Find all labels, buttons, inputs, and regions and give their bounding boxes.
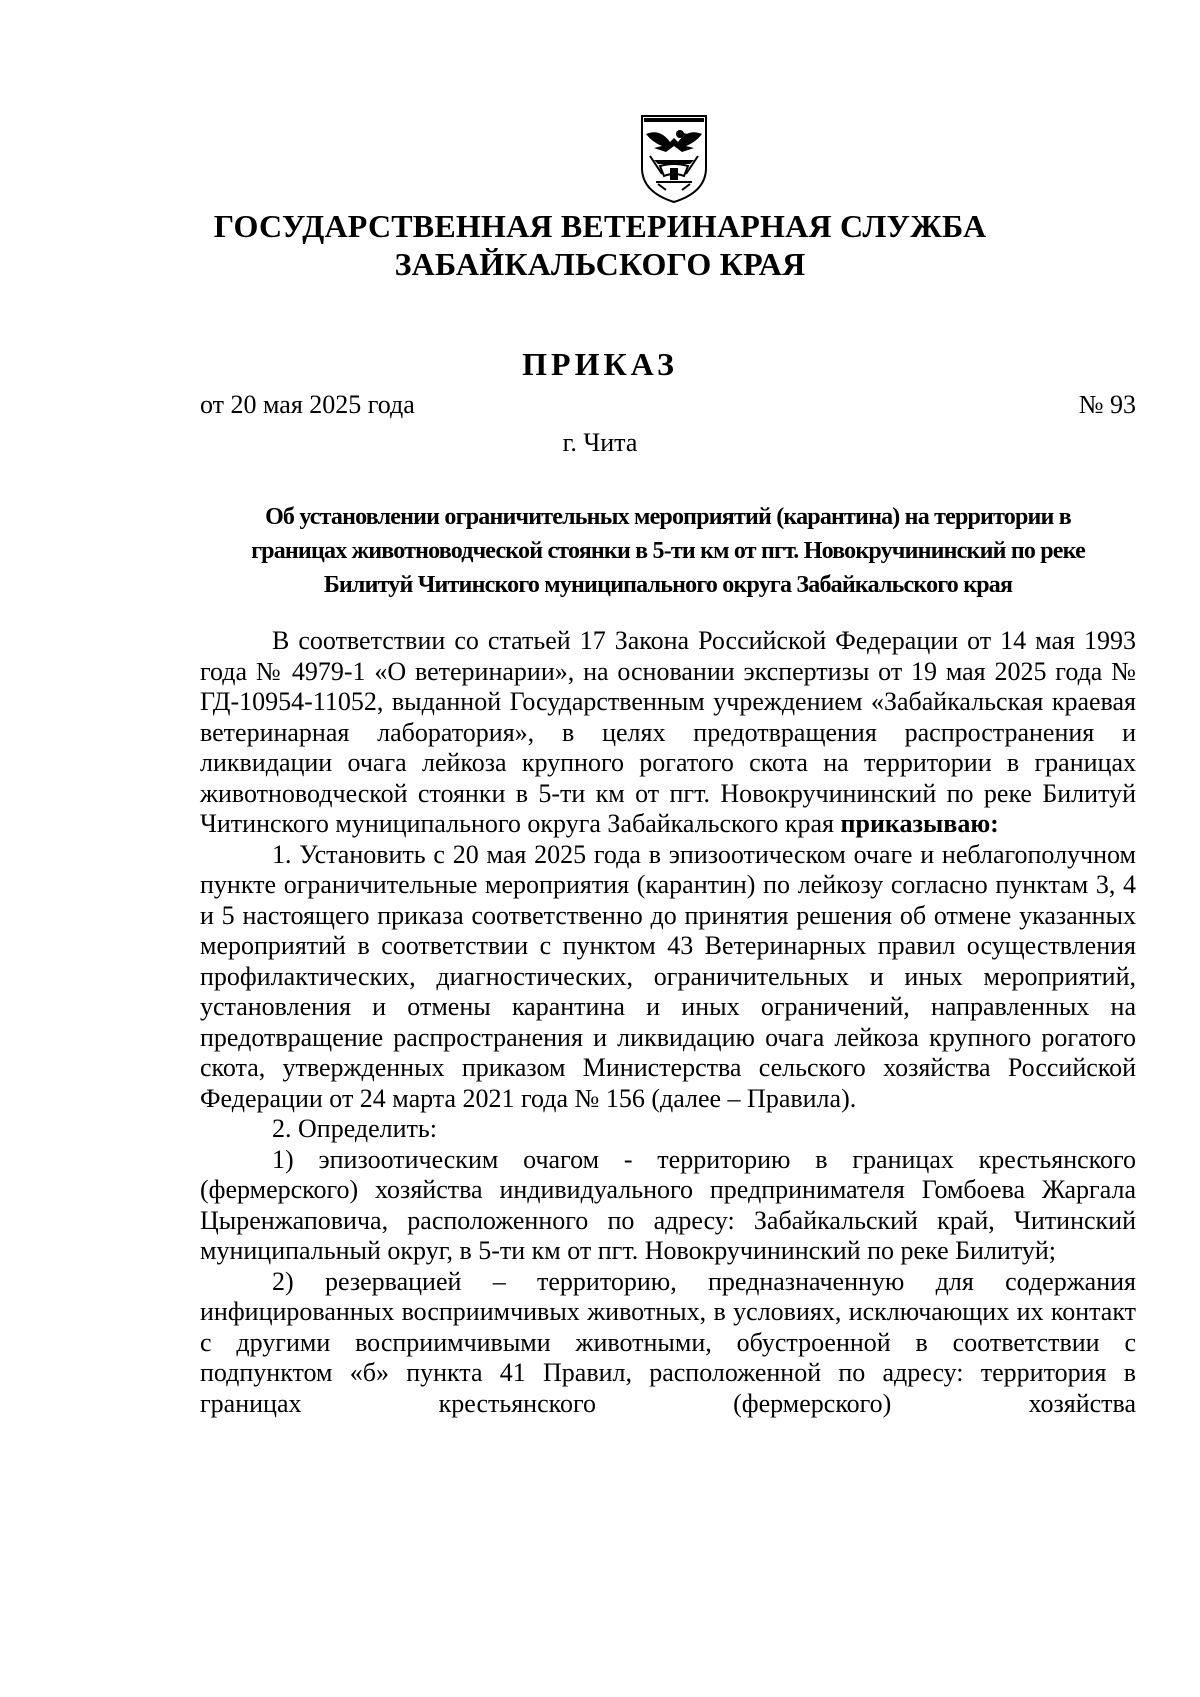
preamble-paragraph — [200, 626, 1136, 840]
coat-of-arms-icon — [636, 112, 712, 204]
item-2-2-paragraph: 2) резервацией – территорию, предназначенную для содержания инфицированных восприимчивых животных, в условиях, исключающих их контакт с другими восприимчивыми животными, обустроенной в соответствии с подпунктом «б» пункта 41 Правил, расположенной по адресу: территория в границах крестьянского (фермерского) хозяйства — [200, 1266, 1136, 1418]
preamble-text: В соответствии со статьей 17 Закона Российской Федерации от 14 мая 1993 года № 4979-1 «О ветеринарии», на основании экспертизы от 19 мая 2025 года № ГД-10954-11052, выданной Государственным учреждением «Забайкальская краевая ветеринарная лаборатория», в целях предотвращения распространения и ликвидации очага лейкоза крупного рогатого скота на территории в границах животноводческой стоянки в 5-ти км от пгт. Новокручининский по реке Билитуй Читинского муниципального округа Забайкальского края — [200, 626, 1136, 838]
preamble-resolution: приказываю: — [840, 809, 999, 838]
agency-name-line1: ГОСУДАРСТВЕННАЯ ВЕТЕРИНАРНАЯ СЛУЖБА — [213, 208, 987, 244]
order-city: г. Чита — [562, 428, 638, 457]
subject-line2: границах животноводческой стоянки в 5-ти км от пгт. Новокручининский по реке — [251, 538, 1085, 564]
document-body — [200, 626, 1136, 1419]
order-date: от 20 мая 2025 года — [200, 390, 415, 419]
order-subject — [200, 500, 1136, 602]
item-1-paragraph: 1. Установить с 20 мая 2025 года в эпизоотическом очаге и неблагополучном пункте ограничительные мероприятия (карантин) по лейкозу согласно пунктам 3, 4 и 5 настоящего приказа соответственно до принятия решения об отмене указанных мероприятий в соответствии с пунктом 43 Ветеринарных правил осуществления профилактических, диагностических, ограничительных и иных мероприятий, установления и отмены карантина и иных ограничений, направленных на предотвращение распространения и ликвидацию очага лейкоза крупного рогатого скота, утвержденных приказом Министерства сельского хозяйства Российской Федерации от 24 марта 2021 года № 156 (далее – Правила). — [200, 839, 1136, 1113]
agency-name — [0, 207, 1200, 283]
order-number: № 93 — [1078, 390, 1136, 419]
subject-line1: Об установлении ограничительных мероприятий (карантина) на территории в — [265, 504, 1071, 530]
document-type: ПРИКАЗ — [522, 346, 678, 382]
subject-line3: Билитуй Читинского муниципального округа Забайкальского края — [323, 572, 1013, 598]
agency-name-line2: ЗАБАЙКАЛЬСКОГО КРАЯ — [394, 246, 806, 282]
item-2-1-paragraph: 1) эпизоотическим очагом - территорию в границах крестьянского (фермерского) хозяйства индивидуального предпринимателя Гомбоева Жаргала Цыренжаповича, расположенного по адресу: Забайкальский край, Читинский муниципальный округ, в 5-ти км от пгт. Новокручининский по реке Билитуй; — [200, 1144, 1136, 1265]
item-2-paragraph: 2. Определить: — [272, 1114, 437, 1143]
